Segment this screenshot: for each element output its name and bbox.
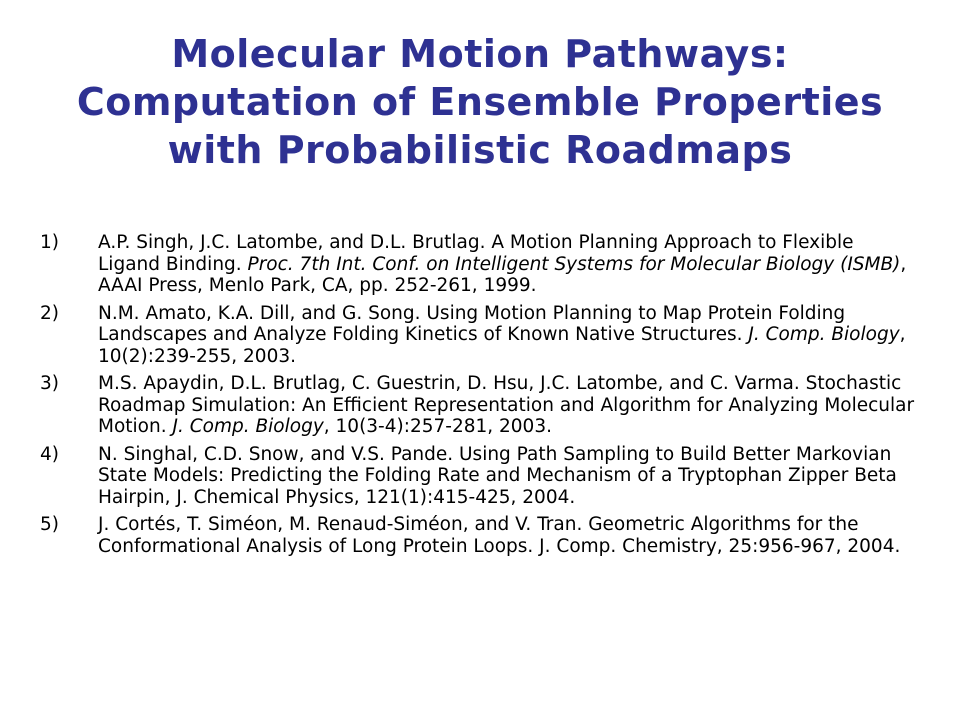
reference-number: 4): [40, 443, 59, 465]
reference-journal: J. Comp. Biology: [748, 324, 900, 345]
reference-text-tail: , 10(3-4):257-281, 2003.: [323, 416, 552, 437]
reference-item: [40, 232, 920, 297]
reference-text-main: A.P. Singh, J.C. Latombe, and D.L. Brutlag. A Motion Planning Approach to Flexible Ligand Binding.: [98, 232, 854, 275]
reference-number: 2): [40, 302, 59, 324]
reference-text-tail: , 10(2):239-255, 2003.: [98, 324, 906, 367]
reference-text-main: N.M. Amato, K.A. Dill, and G. Song. Using Motion Planning to Map Protein Folding Landscapes and Analyze Folding Kinetics of Known Native Structures.: [98, 302, 846, 345]
reference-text-main: J. Cortés, T. Siméon, M. Renaud-Siméon, and V. Tran. Geometric Algorithms for the Conformational Analysis of Long Protein Loops. J. Comp. Chemistry, 25:956-967, 2004.: [98, 514, 901, 557]
reference-text-main: N. Singhal, C.D. Snow, and V.S. Pande. Using Path Sampling to Build Better Markovian State Models: Predicting the Folding Rate and Mechanism of a Tryptophan Zipper Beta Hairpin, J. Chemical Physics, 121(1):415-425, 2004.: [98, 443, 897, 508]
reference-number: 3): [40, 373, 59, 394]
reference-item: [40, 444, 920, 509]
reference-text: [98, 303, 920, 368]
reference-text-main: M.S. Apaydin, D.L. Brutlag, C. Guestrin, D. Hsu, J.C. Latombe, and C. Varma. Stochastic Roadmap Simulation: An Efficient Representation and Algorithm for Analyzing Molecular Motion.: [98, 373, 915, 437]
reference-journal: Proc. 7th Int. Conf. on Intelligent Systems for Molecular Biology (ISMB): [247, 253, 901, 275]
reference-text-tail: , AAAI Press, Menlo Park, CA, pp. 252-261, 1999.: [98, 253, 907, 296]
title-line-1: Molecular Motion Pathways:: [171, 32, 789, 76]
reference-text: [98, 444, 920, 509]
reference-number: 5): [40, 514, 59, 535]
reference-list: [40, 232, 920, 563]
title-line-3: with Probabilistic Roadmaps: [167, 128, 793, 172]
reference-item: [40, 373, 920, 438]
reference-item: [40, 303, 920, 368]
title-line-2: Computation of Ensemble Properties: [76, 80, 884, 124]
reference-journal: J. Comp. Biology: [172, 416, 324, 437]
reference-text: [98, 232, 920, 297]
reference-text: [98, 514, 920, 557]
slide-title: [40, 30, 920, 174]
reference-item: [40, 514, 920, 557]
reference-number: 1): [40, 232, 59, 253]
reference-text: [98, 373, 920, 438]
